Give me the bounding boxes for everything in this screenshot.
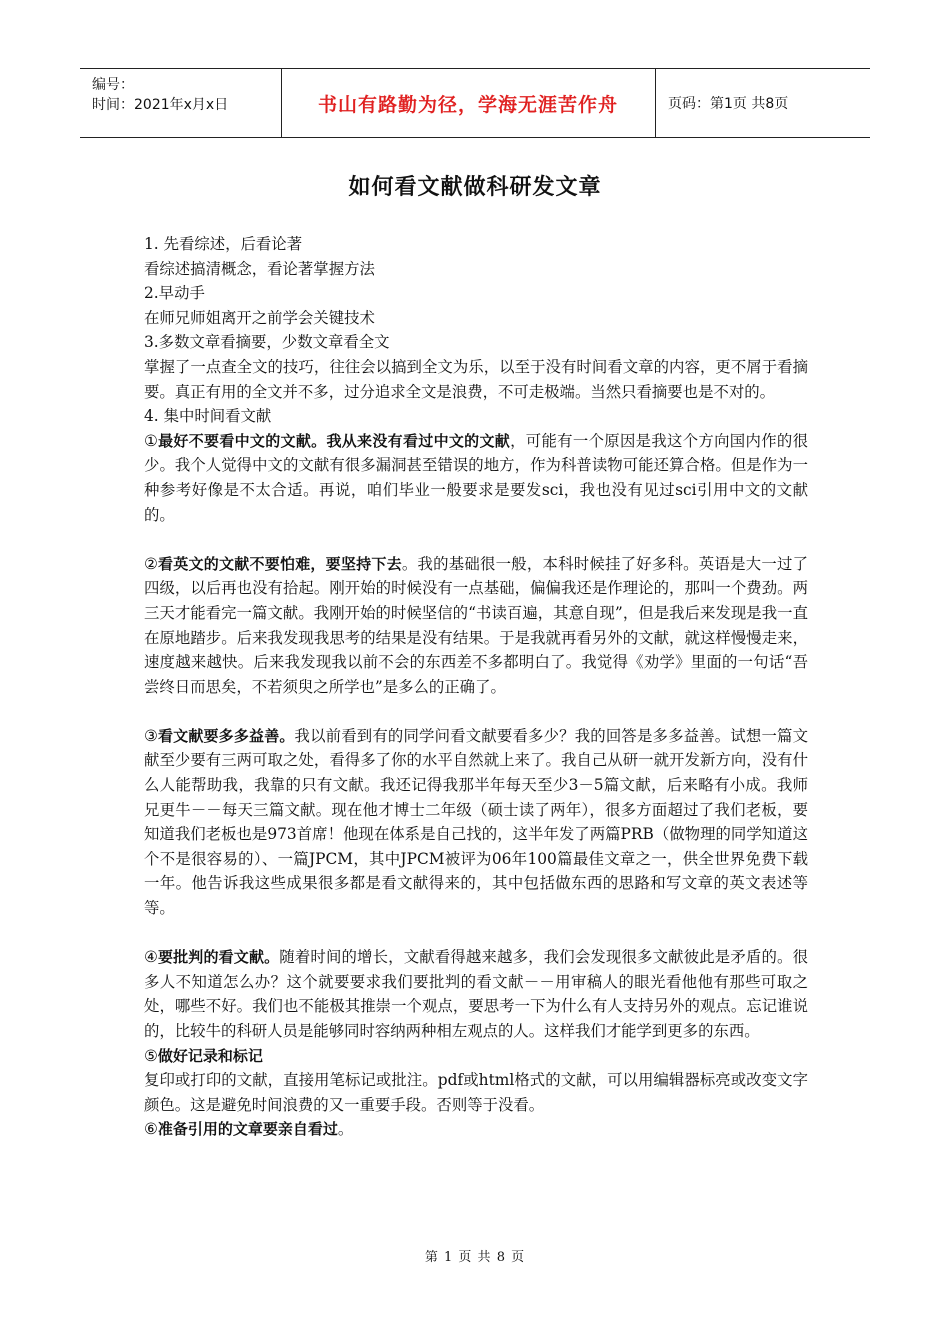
section-text: 随着时间的增长，文献看得越来越多，我们会发现很多文献彼此是矛盾的。很多人不知道怎么办？这个就要要求我们要批判的看文献－－用审稿人的眼光看他他有那些可取之处，哪些不好。我们也不能极其推崇一个观点，要思考一下为什么有人支持另外的观点。忘记谁说的，比较牛的科研人员是能够同时容纳两种相左观点的人。这样我们才能学到更多的东西。 — [144, 948, 808, 1040]
circled-number: ② — [144, 554, 159, 573]
section-end: 。 — [337, 1120, 354, 1139]
paragraph: 掌握了一点查全文的技巧，往往会以搞到全文为乐，以至于没有时间看文章的内容，更不屑于看摘要。真正有用的全文并不多，过分追求全文是浪费，不可走极端。当然只看摘要也是不对的。 — [144, 357, 808, 401]
circled-number: ① — [144, 431, 159, 450]
header-motto: 书山有路勤为径，学海无涯苦作舟 — [317, 93, 618, 116]
circled-number: ⑤ — [144, 1046, 158, 1065]
page-footer: 第 1 页 共 8 页 — [424, 1250, 526, 1265]
section-4 — [144, 945, 808, 1043]
section-6 — [144, 1117, 808, 1142]
section-heading: 准备引用的文章要亲自看过 — [157, 1120, 338, 1139]
paragraph-gap — [144, 527, 808, 552]
section-heading: 看文献要多多益善。 — [157, 726, 295, 745]
paragraph-gap — [144, 699, 808, 724]
number-label: 编号： — [92, 77, 134, 93]
paragraph: 4. 集中时间看文献 — [144, 407, 272, 426]
circled-number: ④ — [144, 948, 158, 967]
paragraph: 在师兄师姐离开之前学会关键技术 — [144, 308, 375, 327]
document-title: 如何看文献做科研发文章 — [348, 174, 602, 200]
section-heading: 看英文的文献不要怕难，要坚持下去 — [158, 554, 402, 573]
paragraph: 3.多数文章看摘要，少数文章看全文 — [144, 333, 390, 352]
header-meta — [80, 69, 280, 137]
circled-number: ⑥ — [144, 1120, 158, 1139]
header-table — [80, 68, 870, 138]
section-5 — [144, 1044, 808, 1069]
paragraph: 1. 先看综述，后看论著 — [144, 235, 303, 253]
section-heading: 最好不要看中文的文献。我从来没有看过中文的文献 — [158, 431, 511, 450]
header-page-info: 页码：第1页 共8页 — [668, 96, 789, 112]
section-text: 。我的基础很一般，本科时候挂了好多科。英语是大一过了四级，以后再也没有拾起。刚开始的时候没有一点基础，偏偏我还是作理论的，那叫一个费劲。两三天才能看完一篇文献。我刚开始的时候坚信的“书读百遍，其意自现”，但是我后来发现是我一直在原地踏步。后来我发现我思考的结果是没有结果。于是我就再看另外的文献，就这样慢慢走来，速度越来越快。后来我发现我以前不会的东西差不多都明白了。我觉得《劝学》里面的一句话“吾尝终日而思矣，不若须臾之所学也”是多么的正确了。 — [144, 554, 808, 696]
circled-number: ③ — [144, 726, 158, 745]
section-2 — [144, 552, 808, 700]
section-heading: 要批判的看文献。 — [157, 948, 280, 967]
paragraph: 看综述搞清概念，看论著掌握方法 — [144, 259, 375, 278]
section-heading: 做好记录和标记 — [157, 1046, 263, 1065]
paragraph: 2.早动手 — [144, 284, 205, 303]
section-text: 复印或打印的文献，直接用笔标记或批注。pdf或html格式的文献，可以用编辑器标亮或改变文字颜色。这是避免时间浪费的又一重要手段。否则等于没看。 — [144, 1071, 808, 1114]
document-body — [144, 232, 808, 1142]
section-text: 我以前看到有的同学问看文献要看多少？我的回答是多多益善。试想一篇文献至少要有三两可取之处，看得多了你的水平自然就上来了。我自己从研一就开发新方向，没有什么人能帮助我，我靠的只有文献。我还记得我那半年每天至少3－5篇文献，后来略有小成。我师兄更牛－－每天三篇文献。现在他才博士二年级（硕士读了两年），很多方面超过了我们老板，要知道我们老板也是973首席！他现在体系是自己找的，这半年发了两篇PRB（做物理的同学知道这个不是很容易的）、一篇JPCM，其中JPCM被评为06年100篇最佳文章之一，供全世界免费下载一年。他告诉我这些成果很多都是看文献得来的，其中包括做东西的思路和写文章的英文表述等等。 — [144, 726, 808, 918]
paragraph-gap — [144, 921, 808, 946]
section-3 — [144, 724, 808, 921]
section-text: ，可能有一个原因是我这个方向国内作的很少。我个人觉得中文的文献有很多漏洞甚至错误的地方，作为科普读物可能还算合格。但是作为一种参考好像是不太合适。再说，咱们毕业一般要求是要发sci，我也没有见过sci引用中文的文献的。 — [144, 431, 808, 524]
time-label: 时间：2021年x月x日 — [92, 97, 229, 113]
section-1 — [144, 429, 808, 527]
